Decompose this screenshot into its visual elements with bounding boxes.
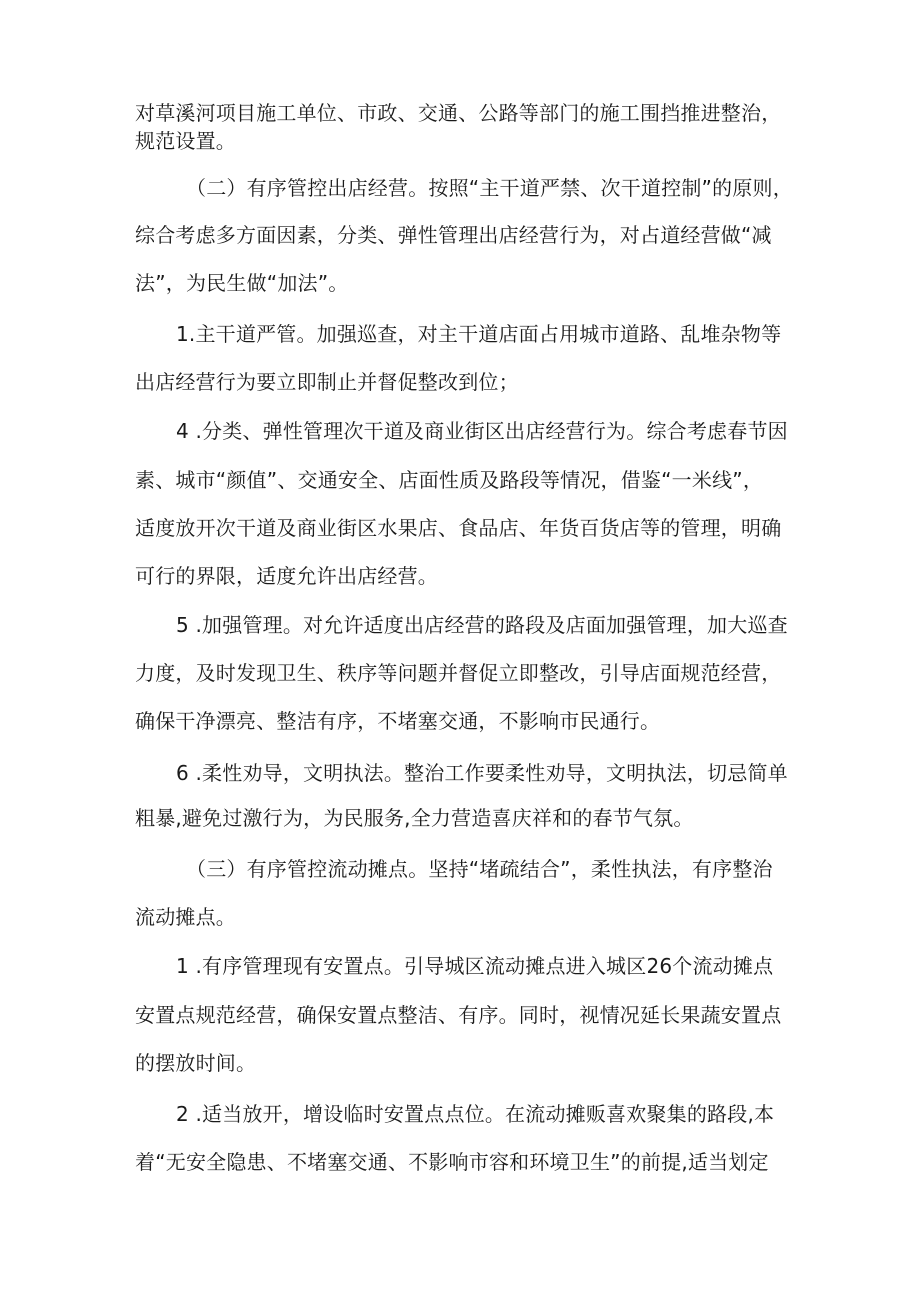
section-heading: （二）有序管控出店经营。按照“主干道严禁、次干道控制”的原则，: [186, 176, 793, 200]
text-line: 规范设置。: [135, 129, 236, 153]
list-item: 4 .分类、弹性管理次干道及商业街区出店经营行为。综合考虑春节因: [176, 419, 788, 443]
text-line: 流动摊点。: [135, 905, 236, 929]
list-item: 1 .有序管理现有安置点。引导城区流动摊点进入城区26个流动摊点: [176, 954, 774, 978]
text-line: 确保干净漂亮、整洁有序，不堵塞交通，不影响市民通行。: [135, 709, 661, 733]
text-line: 素、城市“颜值”、交通安全、店面性质及路段等情况，借鉴“一米线”，: [135, 468, 764, 492]
text-line: 安置点规范经营，确保安置点整洁、有序。同时，视情况延长果蔬安置点: [135, 1003, 782, 1027]
text-line: 综合考虑多方面因素，分类、弹性管理出店经营行为，对占道经营做“减: [135, 223, 772, 247]
text-line: 可行的界限，适度允许出店经营。: [135, 564, 438, 588]
text-line: 粗暴,避免过激行为，为民服务,全力营造喜庆祥和的春节气氛。: [135, 806, 694, 830]
list-item: 6 .柔性劝导，文明执法。整治工作要柔性劝导，文明执法，切忌简单: [176, 761, 788, 785]
text-line: 力度，及时发现卫生、秩序等问题并督促立即整改，引导店面规范经营，: [135, 661, 782, 685]
text-line: 着“无安全隐患、不堵塞交通、不影响市容和环境卫生”的前提,适当划定: [135, 1150, 769, 1174]
text-line: 出店经营行为要立即制止并督促整改到位；: [135, 370, 519, 394]
list-item: 1.主干道严管。加强巡查，对主干道店面占用城市道路、乱堆杂物等: [176, 322, 782, 346]
list-item: 5 .加强管理。对允许适度出店经营的路段及店面加强管理，加大巡查: [176, 613, 788, 637]
text-line: 适度放开次干道及商业街区水果店、食品店、年货百货店等的管理，明确: [135, 516, 782, 540]
list-item: 2 .适当放开，增设临时安置点点位。在流动摊贩喜欢聚集的路段,本: [176, 1102, 775, 1126]
section-heading: （三）有序管控流动摊点。坚持“堵疏结合”，柔性执法，有序整治: [186, 857, 773, 881]
text-line: 法”，为民生做“加法”。: [135, 271, 349, 295]
text-line: 的摆放时间。: [135, 1051, 257, 1075]
text-line: 对草溪河项目施工单位、市政、交通、公路等部门的施工围挡推进整治，: [135, 101, 782, 125]
